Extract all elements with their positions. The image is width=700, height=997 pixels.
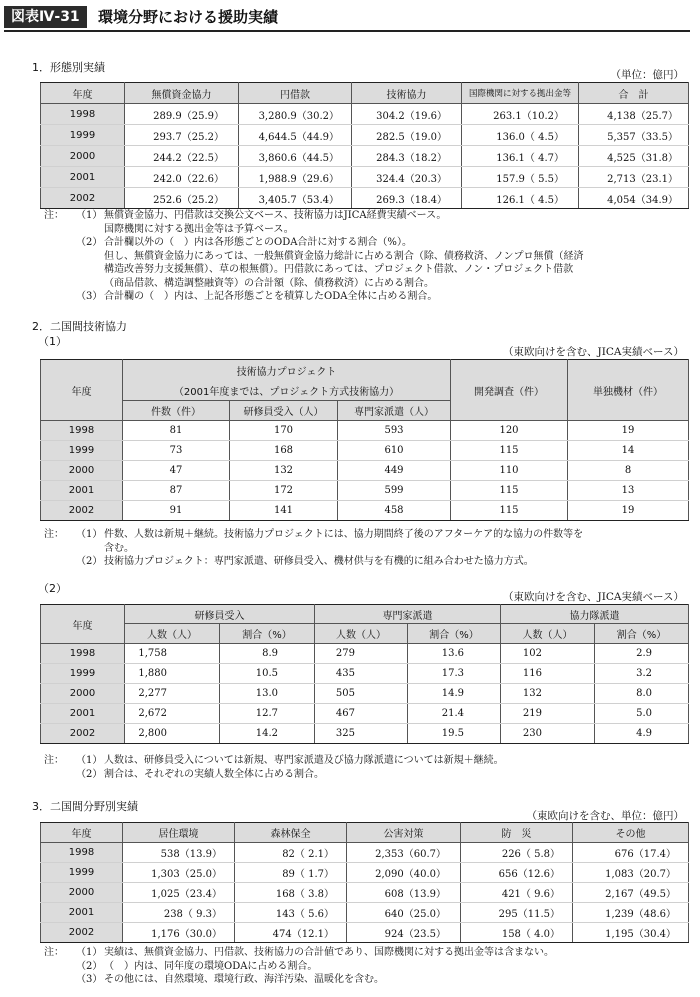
table-cell: 269.3（18.4） xyxy=(352,188,462,209)
note-text: （ ）内は、同年度の環境ODAに占める割合。 xyxy=(104,960,318,972)
table-cell: 244.2（22.5） xyxy=(125,146,239,167)
year-cell: 2000 xyxy=(41,883,123,903)
section3-title: 3．二国間分野別実績 xyxy=(32,800,138,813)
table-cell: 168（ 3.8） xyxy=(235,883,347,903)
table-cell: 279 xyxy=(315,644,408,664)
table-cell: 295（11.5） xyxy=(461,903,573,923)
table-row xyxy=(41,461,689,481)
table-cell: 656（12.6） xyxy=(461,863,573,883)
table-cell: 5.0 xyxy=(595,704,689,724)
note-number: （1） xyxy=(76,947,103,958)
note-label: 注： xyxy=(44,947,64,958)
note-text: その他には、自然環境、環境行政、海洋汚染、温暖化を含む。 xyxy=(104,974,384,985)
year-cell: 2000 xyxy=(41,146,125,167)
table-cell: 13 xyxy=(568,481,689,501)
table-cell: 141 xyxy=(230,501,338,521)
column-header: 人数（人） xyxy=(501,624,595,644)
table-cell: 89（ 1.7） xyxy=(235,863,347,883)
table-cell: 157.9（ 5.5） xyxy=(462,167,579,188)
figure-header xyxy=(4,6,690,32)
table-cell: 82（ 2.1） xyxy=(235,843,347,863)
table-row xyxy=(41,724,689,744)
table-cell: 538（13.9） xyxy=(123,843,235,863)
year-cell: 2001 xyxy=(41,704,125,724)
table-cell: 2,090（40.0） xyxy=(347,863,461,883)
table-cell: 289.9（25.9） xyxy=(125,104,239,125)
table-cell: 263.1（10.2） xyxy=(462,104,579,125)
note-item xyxy=(44,528,583,555)
column-header: 人数（人） xyxy=(315,624,408,644)
section3-table xyxy=(40,822,689,943)
table-cell: 4,644.5（44.9） xyxy=(239,125,352,146)
year-cell: 1999 xyxy=(41,441,123,461)
table-cell: 593 xyxy=(338,421,451,441)
table-cell: 21.4 xyxy=(408,704,501,724)
table-cell: 467 xyxy=(315,704,408,724)
table-cell: 47 xyxy=(123,461,230,481)
group-header: 協力隊派遣 xyxy=(501,605,689,624)
section3-notes xyxy=(44,946,554,987)
table-cell: 226（ 5.8） xyxy=(461,843,573,863)
table-cell: 2,713（23.1） xyxy=(579,167,689,188)
table-cell: 14.9 xyxy=(408,684,501,704)
group-header-note: （2001年度までは、プロジェクト方式技術協力） xyxy=(123,381,451,401)
table-cell: 2,167（49.5） xyxy=(573,883,689,903)
table-header-row xyxy=(41,83,689,104)
table-row xyxy=(41,923,689,943)
table-cell: 172 xyxy=(230,481,338,501)
note-label: 注： xyxy=(44,210,64,221)
table-cell: 19 xyxy=(568,421,689,441)
table-cell: 158（ 4.0） xyxy=(461,923,573,943)
note-item xyxy=(44,946,554,960)
table-cell: 3,280.9（30.2） xyxy=(239,104,352,125)
figure-number: 図表Ⅳ-31 xyxy=(4,6,87,28)
table-cell: 219 xyxy=(501,704,595,724)
table-cell: 13.0 xyxy=(220,684,315,704)
column-header: 円借款 xyxy=(239,83,352,104)
section2-sub2-unit: （東欧向けを含む、JICA実績ベース） xyxy=(503,591,684,603)
note-text: 但し、無償資金協力にあっては、一般無償資金協力総計に占める割合（除、債務救済、ノンプロ無償（経済 xyxy=(104,250,584,262)
table-cell: 242.0（22.6） xyxy=(125,167,239,188)
column-header: 割合（%） xyxy=(595,624,689,644)
note-label: 注： xyxy=(44,529,64,540)
table-cell: 1,025（23.4） xyxy=(123,883,235,903)
table-cell: 3,405.7（53.4） xyxy=(239,188,352,209)
table-row xyxy=(41,481,689,501)
column-header: 研修員受入（人） xyxy=(230,401,338,421)
note-text: 件数、人数は新規＋継続。技術協力プロジェクトには、協力期間終了後のアフターケア的な協力の件数等を xyxy=(104,529,584,540)
note-item xyxy=(44,768,504,782)
table-cell: 91 xyxy=(123,501,230,521)
column-header: その他 xyxy=(573,823,689,843)
year-cell: 1998 xyxy=(41,421,123,441)
year-cell: 1998 xyxy=(41,104,125,125)
table-cell: 4,054（34.9） xyxy=(579,188,689,209)
table-cell: 102 xyxy=(501,644,595,664)
column-header: 開発調査（件） xyxy=(451,360,568,421)
note-number: （2） xyxy=(76,556,103,567)
table-cell: 676（17.4） xyxy=(573,843,689,863)
table-row xyxy=(41,883,689,903)
table-cell: 435 xyxy=(315,664,408,684)
table-row xyxy=(41,501,689,521)
table-cell: 324.4（20.3） xyxy=(352,167,462,188)
note-number: （1） xyxy=(76,210,103,221)
table-cell: 325 xyxy=(315,724,408,744)
table-cell: 449 xyxy=(338,461,451,481)
column-header: 居住環境 xyxy=(123,823,235,843)
year-cell: 1999 xyxy=(41,664,125,684)
table-cell: 13.6 xyxy=(408,644,501,664)
note-item xyxy=(44,290,584,304)
table-cell: 136.0（ 4.5） xyxy=(462,125,579,146)
table-cell: 230 xyxy=(501,724,595,744)
note-text: 合計欄の（ ）内は、上記各形態ごとを積算したODA全体に占める割合。 xyxy=(104,291,438,302)
column-header: 割合（%） xyxy=(408,624,501,644)
note-text: 構造改善努力支援無償）、草の根無償）。円借款にあっては、プロジェクト借款、ノン・プロジェクト借款 xyxy=(104,264,574,275)
column-header: 年度 xyxy=(41,360,123,421)
note-item xyxy=(44,555,583,569)
note-label: 注： xyxy=(44,755,64,766)
table-cell: 8.9 xyxy=(220,644,315,664)
table-row xyxy=(41,684,689,704)
column-header: 人数（人） xyxy=(125,624,220,644)
table-cell: 10.5 xyxy=(220,664,315,684)
column-header: 件数（件） xyxy=(123,401,230,421)
note-text: 無償資金協力、円借款は交換公文ベース、技術協力はJICA経費実績ベース。 xyxy=(104,210,447,221)
table-cell: 14.2 xyxy=(220,724,315,744)
table-cell: 14 xyxy=(568,441,689,461)
table-cell: 1,880 xyxy=(125,664,220,684)
table-cell: 1,303（25.0） xyxy=(123,863,235,883)
note-number: （3） xyxy=(76,291,103,302)
table-cell: 474（12.1） xyxy=(235,923,347,943)
table-row xyxy=(41,125,689,146)
table-row xyxy=(41,664,689,684)
table-cell: 136.1（ 4.7） xyxy=(462,146,579,167)
table-cell: 608（13.9） xyxy=(347,883,461,903)
table-cell: 120 xyxy=(451,421,568,441)
note-text: 含む。 xyxy=(104,542,134,554)
table-cell: 12.7 xyxy=(220,704,315,724)
note-text: （商品借款、構造調整融資等）の合計額（除、債務救済）に占める割合。 xyxy=(104,277,434,289)
table-row xyxy=(41,104,689,125)
table-cell: 19.5 xyxy=(408,724,501,744)
section2-sub2-table xyxy=(40,604,689,744)
group-header: 技術協力プロジェクト xyxy=(123,360,451,381)
section1-title: 1．形態別実績 xyxy=(32,61,105,74)
table-cell: 81 xyxy=(123,421,230,441)
table-cell: 924（23.5） xyxy=(347,923,461,943)
note-number: （2） xyxy=(76,237,103,248)
year-cell: 2000 xyxy=(41,461,123,481)
table-row xyxy=(41,146,689,167)
table-row xyxy=(41,167,689,188)
table-cell: 1,083（20.7） xyxy=(573,863,689,883)
table-cell: 238（ 9.3） xyxy=(123,903,235,923)
table-cell: 2,353（60.7） xyxy=(347,843,461,863)
column-header: 無償資金協力 xyxy=(125,83,239,104)
column-header: 森林保全 xyxy=(235,823,347,843)
section2-sub2-label: （2） xyxy=(38,582,67,595)
year-cell: 1998 xyxy=(41,843,123,863)
table-row xyxy=(41,863,689,883)
table-cell: 610 xyxy=(338,441,451,461)
table-row xyxy=(41,188,689,209)
section2-sub1-table xyxy=(40,359,689,521)
table-cell: 599 xyxy=(338,481,451,501)
year-cell: 2001 xyxy=(41,481,123,501)
table-cell: 1,176（30.0） xyxy=(123,923,235,943)
table-cell: 168 xyxy=(230,441,338,461)
note-number: （2） xyxy=(76,768,103,780)
table-cell: 293.7（25.2） xyxy=(125,125,239,146)
column-header: 公害対策 xyxy=(347,823,461,843)
table-row xyxy=(41,644,689,664)
table-cell: 3.2 xyxy=(595,664,689,684)
note-item xyxy=(44,960,554,974)
table-cell: 2,672 xyxy=(125,704,220,724)
note-text: 国際機関に対する拠出金等は予算ベース。 xyxy=(104,223,294,235)
section1-notes xyxy=(44,209,584,304)
table-cell: 170 xyxy=(230,421,338,441)
table-cell: 640（25.0） xyxy=(347,903,461,923)
table-cell: 304.2（19.6） xyxy=(352,104,462,125)
table-cell: 505 xyxy=(315,684,408,704)
year-cell: 2002 xyxy=(41,501,123,521)
table-cell: 2.9 xyxy=(595,644,689,664)
column-header: 合 計 xyxy=(579,83,689,104)
table-cell: 73 xyxy=(123,441,230,461)
table-cell: 115 xyxy=(451,501,568,521)
note-text: 技術協力プロジェクト：専門家派遣、研修員受入、機材供与を有機的に組み合わせた協力方式。 xyxy=(104,556,534,567)
section2-sub1-label: （1） xyxy=(38,335,67,348)
year-cell: 2002 xyxy=(41,923,123,943)
table-cell: 282.5（19.0） xyxy=(352,125,462,146)
table-cell: 1,239（48.6） xyxy=(573,903,689,923)
year-cell: 2002 xyxy=(41,188,125,209)
table-cell: 8.0 xyxy=(595,684,689,704)
column-header: 専門家派遣（人） xyxy=(338,401,451,421)
note-item xyxy=(44,236,584,290)
column-header: 割合（%） xyxy=(220,624,315,644)
note-item xyxy=(44,754,504,768)
table-cell: 4,525（31.8） xyxy=(579,146,689,167)
column-header: 防 災 xyxy=(461,823,573,843)
table-cell: 284.3（18.2） xyxy=(352,146,462,167)
column-header: 年度 xyxy=(41,605,125,644)
table-cell: 421（ 9.6） xyxy=(461,883,573,903)
year-cell: 1999 xyxy=(41,125,125,146)
column-header: 年度 xyxy=(41,823,123,843)
table-row xyxy=(41,704,689,724)
section2-sub1-notes xyxy=(44,528,583,569)
table-row xyxy=(41,843,689,863)
table-cell: 132 xyxy=(230,461,338,481)
table-row xyxy=(41,421,689,441)
table-cell: 2,277 xyxy=(125,684,220,704)
note-number: （3） xyxy=(76,974,103,985)
year-cell: 1999 xyxy=(41,863,123,883)
table-cell: 115 xyxy=(451,481,568,501)
section2-title: 2．二国間技術協力 xyxy=(32,320,127,333)
table-cell: 3,860.6（44.5） xyxy=(239,146,352,167)
table-cell: 116 xyxy=(501,664,595,684)
note-item xyxy=(44,973,554,987)
section3-unit: （東欧向けを含む、単位：億円） xyxy=(526,810,684,822)
year-cell: 2000 xyxy=(41,684,125,704)
table-cell: 8 xyxy=(568,461,689,481)
column-header: 単独機材（件） xyxy=(568,360,689,421)
section1-unit: （単位：億円） xyxy=(610,69,684,81)
note-text: 人数は、研修員受入については新規、専門家派遣及び協力隊派遣については新規＋継続。 xyxy=(104,755,504,766)
table-cell: 1,988.9（29.6） xyxy=(239,167,352,188)
table-cell: 110 xyxy=(451,461,568,481)
table-cell: 4,138（25.7） xyxy=(579,104,689,125)
note-text: 割合は、それぞれの実績人数全体に占める割合。 xyxy=(104,768,324,780)
table-cell: 458 xyxy=(338,501,451,521)
table-cell: 126.1（ 4.5） xyxy=(462,188,579,209)
note-number: （1） xyxy=(76,529,103,540)
table-row xyxy=(41,903,689,923)
year-cell: 1998 xyxy=(41,644,125,664)
year-cell: 2002 xyxy=(41,724,125,744)
table-cell: 1,758 xyxy=(125,644,220,664)
table-cell: 19 xyxy=(568,501,689,521)
note-item xyxy=(44,209,584,236)
note-text: 実績は、無償資金協力、円借款、技術協力の合計値であり、国際機関に対する拠出金等は含まない。 xyxy=(104,947,554,958)
group-header: 専門家派遣 xyxy=(315,605,501,624)
column-header: 国際機関に対する拠出金等 xyxy=(462,83,579,104)
note-number: （2） xyxy=(76,960,103,972)
column-header: 年度 xyxy=(41,83,125,104)
table-cell: 1,195（30.4） xyxy=(573,923,689,943)
note-number: （1） xyxy=(76,755,103,766)
year-cell: 2001 xyxy=(41,167,125,188)
table-header-row xyxy=(41,823,689,843)
note-text: 合計欄以外の（ ）内は各形態ごとのODA合計に対する割合（%）。 xyxy=(104,237,412,248)
table-cell: 143（ 5.6） xyxy=(235,903,347,923)
section1-table xyxy=(40,82,689,209)
table-row xyxy=(41,441,689,461)
section2-sub2-notes xyxy=(44,754,504,781)
table-cell: 252.6（25.2） xyxy=(125,188,239,209)
column-header: 技術協力 xyxy=(352,83,462,104)
section2-sub1-unit: （東欧向けを含む、JICA実績ベース） xyxy=(503,346,684,358)
table-cell: 115 xyxy=(451,441,568,461)
table-cell: 132 xyxy=(501,684,595,704)
table-cell: 87 xyxy=(123,481,230,501)
figure-title: 環境分野における援助実績 xyxy=(98,8,279,26)
year-cell: 2001 xyxy=(41,903,123,923)
table-cell: 4.9 xyxy=(595,724,689,744)
table-cell: 17.3 xyxy=(408,664,501,684)
table-cell: 2,800 xyxy=(125,724,220,744)
table-cell: 5,357（33.5） xyxy=(579,125,689,146)
group-header: 研修員受入 xyxy=(125,605,315,624)
